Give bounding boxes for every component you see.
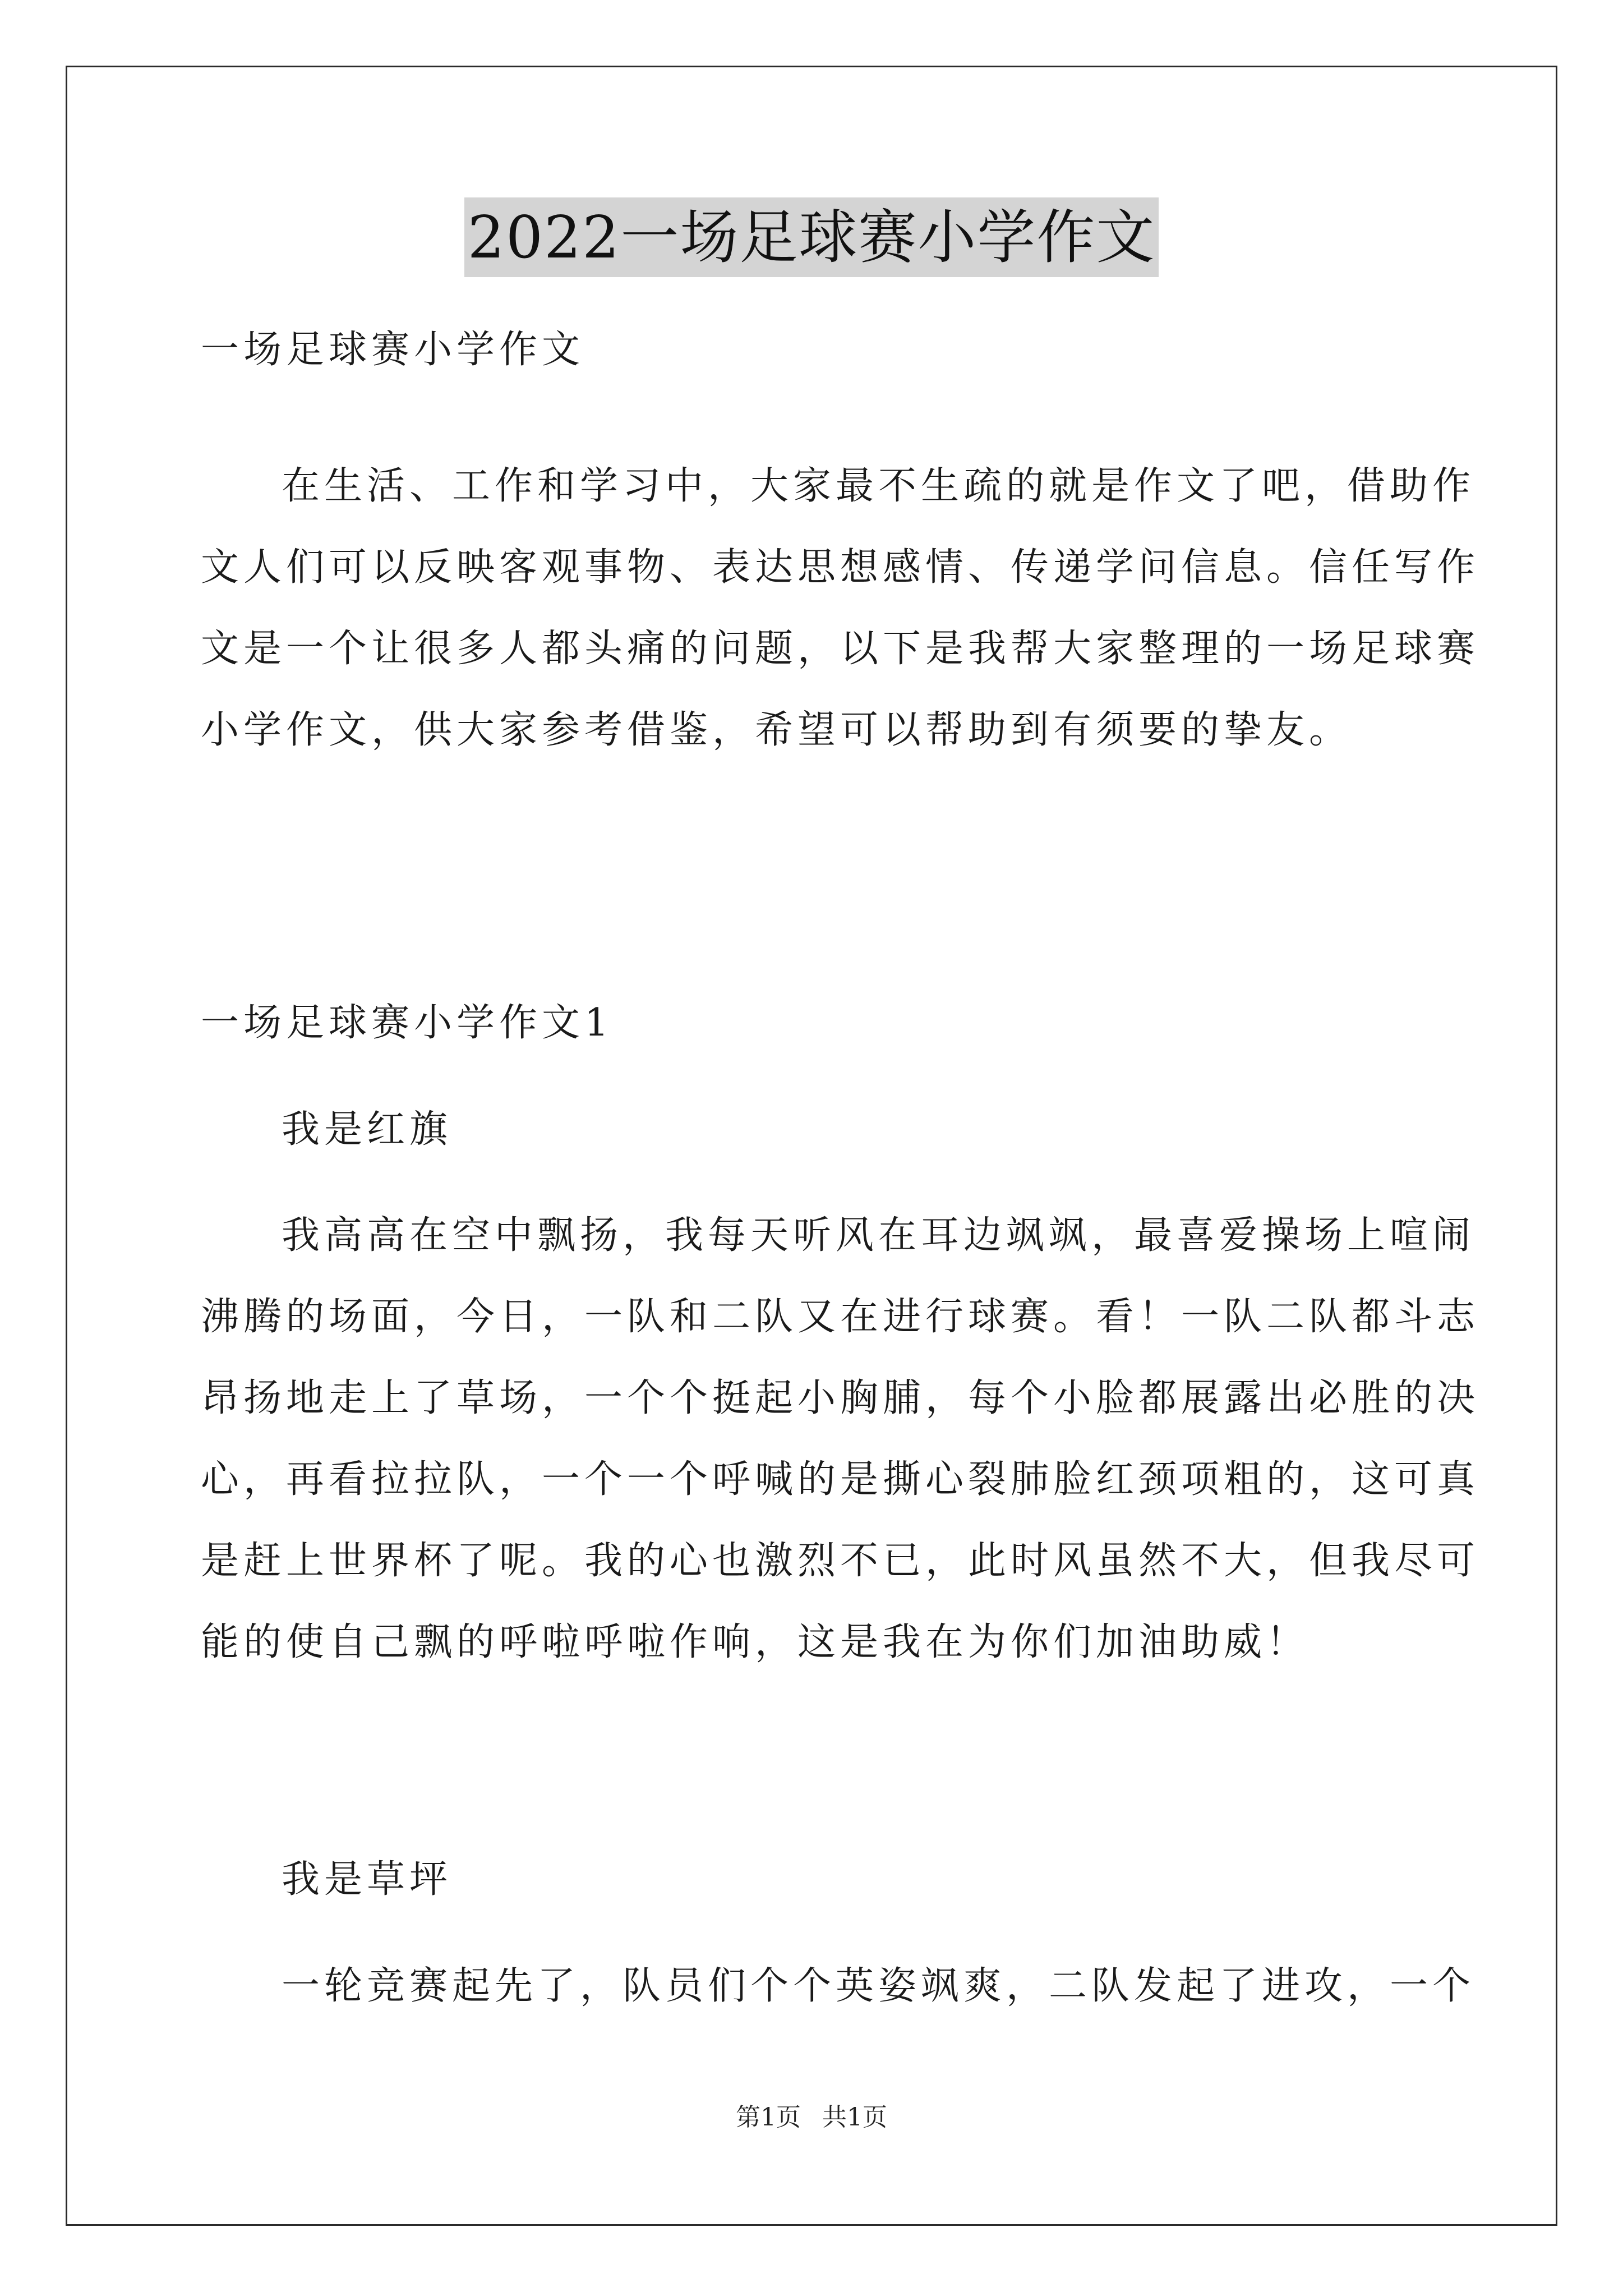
section-heading: 一场足球赛小学作文1	[201, 1001, 614, 1045]
page-number-total: 共1页	[822, 2103, 887, 2132]
intro-line: 文人们可以反映客观事物、表达思想感情、传递学问信息。信任写作	[201, 545, 1480, 590]
part1-paragraph	[201, 1195, 1480, 1683]
paragraph-line: 能的使自己飘的呼啦呼啦作响，这是我在为你们加油助威！	[201, 1620, 1310, 1664]
paragraph-line: 一轮竞赛起先了，队员们个个英姿飒爽，二队发起了进攻，一个	[282, 1964, 1476, 2008]
paragraph-line: 是赶上世界杯了呢。我的心也激烈不已，此时风虽然不大，但我尽可	[201, 1539, 1480, 1583]
part2-heading-block	[201, 1839, 1423, 1920]
page-number-current: 第1页	[736, 2103, 801, 2132]
paragraph-line: 心，再看拉拉队，一个一个呼喊的是撕心裂肺脸红颈项粗的，这可真	[201, 1457, 1480, 1502]
intro-paragraph	[201, 445, 1480, 771]
page-footer	[0, 2101, 1623, 2134]
intro-line: 小学作文，供大家参考借鉴，希望可以帮助到有须要的挚友。	[201, 708, 1352, 752]
part2-paragraph	[201, 1945, 1476, 2027]
part1-heading: 我是红旗	[282, 1107, 453, 1152]
intro-line: 文是一个让很多人都头痛的问题，以下是我帮大家整理的一场足球赛	[201, 627, 1480, 671]
paragraph-line: 我高高在空中飘扬，我每天听风在耳边飒飒，最喜爱操场上喧闹	[282, 1213, 1476, 1258]
section-heading-block	[201, 982, 1423, 1064]
part1-heading-block	[201, 1089, 1423, 1170]
paragraph-line: 沸腾的场面，今日，一队和二队又在进行球赛。看！一队二队都斗志	[201, 1295, 1480, 1339]
part2-heading: 我是草坪	[282, 1857, 453, 1902]
title-container	[0, 197, 1623, 277]
subtitle-block	[201, 309, 1423, 390]
intro-line: 在生活、工作和学习中，大家最不生疏的就是作文了吧，借助作	[282, 464, 1476, 508]
paragraph-line: 昂扬地走上了草场，一个个挺起小胸脯，每个小脸都展露出必胜的决	[201, 1376, 1480, 1420]
subtitle: 一场足球赛小学作文	[201, 328, 585, 372]
document-title: 2022一场足球赛小学作文	[464, 197, 1159, 277]
